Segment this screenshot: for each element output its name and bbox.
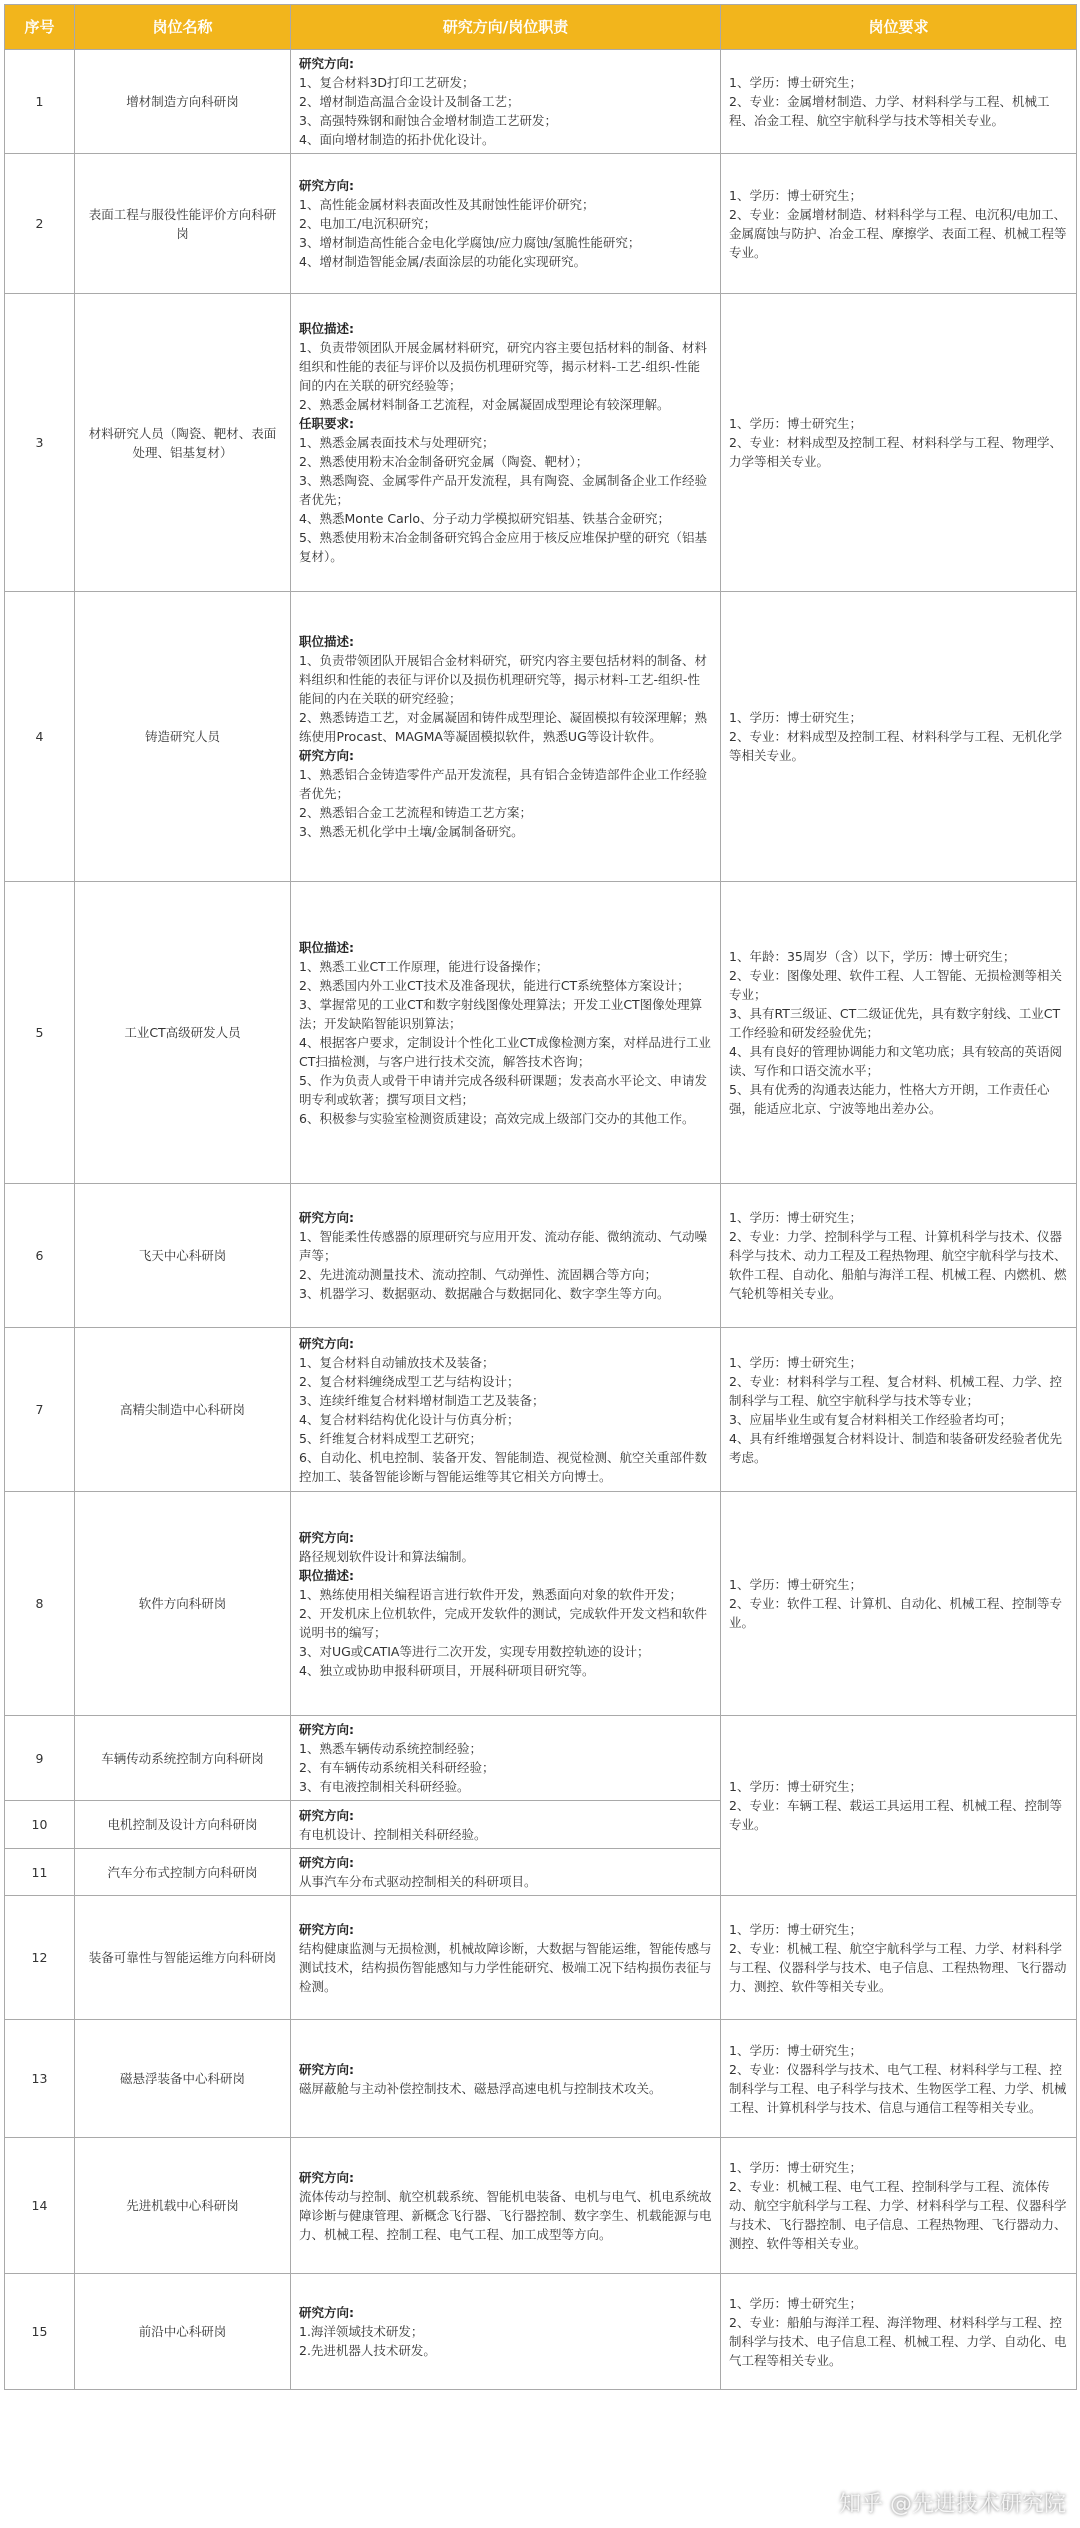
- duty-line: 5、熟悉使用粉末冶金制备研究钨合金应用于核反应堆保护壁的研究（铝基复材）。: [299, 530, 707, 564]
- requirement-line: 2、专业：金属增材制造、力学、材料科学与工程、机械工程、冶金工程、航空宇航科学与技术等相关专业。: [729, 94, 1050, 128]
- duty-line: 1、复合材料自动铺放技术及装备；: [299, 1354, 495, 1370]
- position-title: 磁悬浮装备中心科研岗: [75, 2020, 291, 2138]
- position-requirement: [721, 1492, 1077, 1716]
- position-requirement: [721, 1328, 1077, 1492]
- duty-line: 1、熟悉铝合金铸造零件产品开发流程，具有铝合金铸造部件企业工作经验者优先；: [299, 767, 707, 801]
- duty-label: 研究方向:: [299, 1722, 354, 1737]
- requirement-line: 1、学历：博士研究生；: [729, 2160, 862, 2175]
- position-title: 增材制造方向科研岗: [75, 50, 291, 154]
- duty-line: 2、熟悉国内外工业CT技术及准备现状，能进行CT系统整体方案设计；: [299, 977, 690, 993]
- table-row: [5, 1492, 1077, 1716]
- table-row: [5, 1716, 1077, 1801]
- header-row: [5, 5, 1077, 50]
- row-number: 8: [5, 1492, 75, 1716]
- duty-line: 2、熟悉使用粉末冶金制备研究金属（陶瓷、靶材）；: [299, 454, 589, 469]
- position-duty: [291, 50, 721, 154]
- requirement-line: 4、具有纤维增强复合材料设计、制造和装备研发经验者优先考虑。: [729, 1430, 1062, 1465]
- duty-line: 流体传动与控制、航空机载系统、智能机电装备、电机与电气、机电系统故障诊断与健康管理、新概念飞行器、飞行器控制、数字孪生、机载能源与电力、机械工程、控制工程、电气工程、加工成型等方向。: [299, 2188, 712, 2242]
- requirement-line: 2、专业：材料成型及控制工程、材料科学与工程、物理学、力学等相关专业。: [729, 435, 1062, 469]
- position-requirement: [721, 882, 1077, 1184]
- position-title: 工业CT高级研发人员: [75, 882, 291, 1184]
- duty-line: 3、高强特殊钢和耐蚀合金增材制造工艺研发；: [299, 113, 557, 128]
- header-duty: 研究方向/岗位职责: [291, 5, 721, 50]
- position-duty: [291, 294, 721, 592]
- duty-label: 研究方向:: [299, 2305, 354, 2320]
- row-number: 4: [5, 592, 75, 882]
- requirement-line: 1、学历：博士研究生；: [729, 1354, 862, 1370]
- position-requirement-merged: [721, 1716, 1077, 1896]
- position-title: 电机控制及设计方向科研岗: [75, 1801, 291, 1849]
- duty-label: 研究方向:: [299, 56, 354, 71]
- position-duty: [291, 592, 721, 882]
- duty-line: 2、有车辆传动系统相关科研经验；: [299, 1760, 495, 1775]
- row-number: 9: [5, 1716, 75, 1801]
- table-row: [5, 1328, 1077, 1492]
- duty-line: 4、独立或协助申报科研项目，开展科研项目研究等。: [299, 1662, 595, 1678]
- requirement-line: 2、专业：船舶与海洋工程、海洋物理、材料科学与工程、控制科学与技术、电子信息工程、机械工程、力学、自动化、电气工程等相关专业。: [729, 2314, 1067, 2368]
- duty-line: 2、电加工/电沉积研究；: [299, 216, 437, 231]
- position-title: 先进机载中心科研岗: [75, 2138, 291, 2274]
- duty-line: 5、作为负责人或骨干申请并完成各级科研课题；发表高水平论文、申请发明专利或软著；撰写项目文档；: [299, 1072, 707, 1107]
- duty-line: 磁屏蔽舱与主动补偿控制技术、磁悬浮高速电机与控制技术攻关。: [299, 2080, 662, 2096]
- duty-line: 1、熟悉金属表面技术与处理研究；: [299, 435, 495, 450]
- table-row: [5, 50, 1077, 154]
- requirement-line: 2、专业：机械工程、航空宇航科学与工程、力学、材料科学与工程、仪器科学与技术、电子信息、工程热物理、飞行器动力、测控、软件等相关专业。: [729, 1940, 1067, 1994]
- position-title: 车辆传动系统控制方向科研岗: [75, 1716, 291, 1801]
- position-duty: [291, 2138, 721, 2274]
- position-duty: [291, 154, 721, 294]
- table-row: [5, 1184, 1077, 1328]
- duty-line: 2、复合材料缠绕成型工艺与结构设计；: [299, 1373, 520, 1389]
- requirement-line: 3、应届毕业生或有复合材料相关工作经验者均可；: [729, 1411, 1012, 1427]
- position-duty: [291, 1492, 721, 1716]
- requirement-line: 5、具有优秀的沟通表达能力，性格大方开朗，工作责任心强，能适应北京、宁波等地出差办公。: [729, 1082, 1050, 1116]
- duty-line: 结构健康监测与无损检测，机械故障诊断，大数据与智能运维，智能传感与测试技术，结构损伤智能感知与力学性能研究、极端工况下结构损伤表征与检测。: [299, 1940, 712, 1994]
- position-requirement: [721, 50, 1077, 154]
- duty-label: 职位描述:: [299, 939, 354, 955]
- duty-label: 研究方向:: [299, 178, 354, 193]
- duty-line: 6、积极参与实验室检测资质建设；高效完成上级部门交办的其他工作。: [299, 1110, 695, 1126]
- row-number: 3: [5, 294, 75, 592]
- requirement-line: 2、专业：仪器科学与技术、电气工程、材料科学与工程、控制科学与工程、电子科学与技术、生物医学工程、力学、机械工程、计算机科学与技术、信息与通信工程等相关专业。: [729, 2061, 1067, 2115]
- table-row: [5, 592, 1077, 882]
- duty-line: 3、有电液控制相关科研经验。: [299, 1779, 470, 1794]
- row-number: 7: [5, 1328, 75, 1492]
- position-requirement: [721, 1184, 1077, 1328]
- requirement-line: 1、学历：博士研究生；: [729, 1921, 862, 1937]
- row-number: 13: [5, 2020, 75, 2138]
- requirement-line: 2、专业：软件工程、计算机、自动化、机械工程、控制等专业。: [729, 1596, 1062, 1630]
- duty-line: 4、面向增材制造的拓扑优化设计。: [299, 132, 495, 147]
- duty-line: 4、复合材料结构优化设计与仿真分析；: [299, 1411, 520, 1427]
- duty-label: 研究方向:: [299, 2061, 354, 2077]
- duty-label: 研究方向:: [299, 748, 354, 763]
- duty-label: 研究方向:: [299, 1855, 354, 1870]
- duty-line: 3、掌握常见的工业CT和数字射线图像处理算法；开发工业CT图像处理算法；开发缺陷智能识别算法；: [299, 996, 703, 1031]
- requirement-line: 3、具有RT三级证、CT二级证优先，具有数字射线、工业CT工作经验和研发经验优先；: [729, 1006, 1061, 1040]
- duty-line: 5、纤维复合材料成型工艺研究；: [299, 1430, 482, 1446]
- position-title: 材料研究人员（陶瓷、靶材、表面处理、铝基复材）: [75, 294, 291, 592]
- position-duty: [291, 1716, 721, 1801]
- header-seq: 序号: [5, 5, 75, 50]
- requirement-line: 2、专业：材料科学与工程、复合材料、机械工程、力学、控制科学与工程、航空宇航科学与技术等专业；: [729, 1373, 1062, 1408]
- requirement-line: 2、专业：机械工程、电气工程、控制科学与工程、流体传动、航空宇航科学与工程、力学、材料科学与工程、仪器科学与技术、飞行器控制、电子信息、工程热物理、飞行器动力、测控、软件等相关专业。: [729, 2179, 1067, 2251]
- duty-label: 任职要求:: [299, 416, 354, 431]
- duty-line: 路径规划软件设计和算法编制。: [299, 1548, 475, 1564]
- duty-line: 3、熟悉陶瓷、金属零件产品开发流程，具有陶瓷、金属制备企业工作经验者优先；: [299, 473, 707, 507]
- duty-line: 1、熟悉车辆传动系统控制经验；: [299, 1741, 482, 1756]
- table-body: [5, 50, 1077, 2390]
- duty-line: 2.先进机器人技术研发。: [299, 2343, 436, 2358]
- table-row: [5, 294, 1077, 592]
- position-duty: [291, 1328, 721, 1492]
- requirement-line: 1、学历：博士研究生；: [729, 710, 862, 725]
- position-title: 表面工程与服役性能评价方向科研岗: [75, 154, 291, 294]
- duty-line: 4、增材制造智能金属/表面涂层的功能化实现研究。: [299, 254, 587, 269]
- duty-line: 1、智能柔性传感器的原理研究与应用开发、流动存能、微纳流动、气动噪声等；: [299, 1229, 707, 1263]
- requirement-line: 1、学历：博士研究生；: [729, 1779, 862, 1794]
- position-duty: [291, 1896, 721, 2020]
- row-number: 2: [5, 154, 75, 294]
- position-title: 飞天中心科研岗: [75, 1184, 291, 1328]
- row-number: 12: [5, 1896, 75, 2020]
- job-table: [4, 4, 1077, 2390]
- duty-line: 3、机器学习、数据驱动、数据融合与数据同化、数字孪生等方向。: [299, 1286, 670, 1301]
- position-duty: [291, 1801, 721, 1849]
- requirement-line: 4、具有良好的管理协调能力和文笔功底；具有较高的英语阅读、写作和口语交流水平；: [729, 1044, 1062, 1078]
- duty-line: 2、先进流动测量技术、流动控制、气动弹性、流固耦合等方向；: [299, 1267, 657, 1282]
- table-row: [5, 882, 1077, 1184]
- requirement-line: 2、专业：金属增材制造、材料科学与工程、电沉积/电加工、金属腐蚀与防护、冶金工程、摩擦学、表面工程、机械工程等专业。: [729, 206, 1067, 260]
- position-requirement: [721, 2274, 1077, 2390]
- requirement-line: 2、专业：材料成型及控制工程、材料科学与工程、无机化学等相关专业。: [729, 729, 1062, 763]
- requirement-line: 1、学历：博士研究生；: [729, 75, 862, 90]
- header-requirement: 岗位要求: [721, 5, 1077, 50]
- position-requirement: [721, 592, 1077, 882]
- duty-line: 1、负责带领团队开展金属材料研究，研究内容主要包括材料的制备、材料组织和性能的表征与评价以及损伤机理研究等，揭示材料-工艺-组织-性能间的内在关联的研究经验等；: [299, 340, 707, 393]
- duty-line: 2、开发机床上位机软件，完成开发软件的测试，完成软件开发文档和软件说明书的编写；: [299, 1605, 707, 1640]
- duty-line: 2、熟悉铝合金工艺流程和铸造工艺方案；: [299, 805, 532, 820]
- position-requirement: [721, 154, 1077, 294]
- duty-line: 2、熟悉金属材料制备工艺流程，对金属凝固成型理论有较深理解。: [299, 397, 670, 412]
- duty-line: 2、熟悉铸造工艺，对金属凝固和铸件成型理论、凝固模拟有较深理解；熟练使用Procast、MAGMA等凝固模拟软件，熟悉UG等设计软件。: [299, 710, 707, 744]
- position-title: 汽车分布式控制方向科研岗: [75, 1849, 291, 1896]
- duty-label: 研究方向:: [299, 2169, 354, 2185]
- table-row: [5, 1896, 1077, 2020]
- requirement-line: 1、学历：博士研究生；: [729, 187, 862, 203]
- position-requirement: [721, 2138, 1077, 2274]
- duty-label: 研究方向:: [299, 1529, 354, 1545]
- position-title: 铸造研究人员: [75, 592, 291, 882]
- duty-line: 6、自动化、机电控制、装备开发、智能制造、视觉检测、航空关重部件数控加工、装备智能诊断与智能运维等其它相关方向博士。: [299, 1449, 707, 1484]
- requirement-line: 1、学历：博士研究生；: [729, 2295, 862, 2311]
- duty-line: 1、负责带领团队开展铝合金材料研究，研究内容主要包括材料的制备、材料组织和性能的表征与评价以及损伤机理研究等，揭示材料-工艺-组织-性能间的内在关联的研究经验；: [299, 653, 707, 706]
- duty-label: 研究方向:: [299, 1807, 354, 1823]
- duty-line: 3、对UG或CATIA等进行二次开发，实现专用数控轨迹的设计；: [299, 1643, 650, 1659]
- position-title: 高精尖制造中心科研岗: [75, 1328, 291, 1492]
- duty-line: 3、熟悉无机化学中土壤/金属制备研究。: [299, 824, 524, 839]
- requirement-line: 1、学历：博士研究生；: [729, 1577, 862, 1592]
- duty-label: 研究方向:: [299, 1921, 354, 1937]
- position-duty: [291, 2020, 721, 2138]
- requirement-line: 1、学历：博士研究生；: [729, 2042, 862, 2058]
- position-duty: [291, 1184, 721, 1328]
- row-number: 15: [5, 2274, 75, 2390]
- row-number: 10: [5, 1801, 75, 1849]
- duty-line: 4、熟悉Monte Carlo、分子动力学模拟研究铝基、铁基合金研究；: [299, 511, 671, 526]
- watermark: 知乎 @先进技术研究院: [839, 2492, 1066, 2517]
- position-title: 装备可靠性与智能运维方向科研岗: [75, 1896, 291, 2020]
- duty-line: 1、高性能金属材料表面改性及其耐蚀性能评价研究；: [299, 197, 595, 212]
- duty-line: 1、熟悉工业CT工作原理，能进行设备操作；: [299, 958, 549, 974]
- position-title: 软件方向科研岗: [75, 1492, 291, 1716]
- requirement-line: 2、专业：图像处理、软件工程、人工智能、无损检测等相关专业；: [729, 968, 1062, 1002]
- position-requirement: [721, 2020, 1077, 2138]
- duty-line: 4、根据客户要求，定制设计个性化工业CT成像检测方案，对样品进行工业CT扫描检测，与客户进行技术交流，解答技术咨询；: [299, 1034, 711, 1069]
- row-number: 14: [5, 2138, 75, 2274]
- table-row: [5, 154, 1077, 294]
- row-number: 5: [5, 882, 75, 1184]
- duty-line: 1.海洋领域技术研发；: [299, 2324, 424, 2339]
- header-title: 岗位名称: [75, 5, 291, 50]
- duty-line: 1、熟练使用相关编程语言进行软件开发，熟悉面向对象的软件开发；: [299, 1586, 682, 1602]
- requirement-line: 1、年龄：35周岁（含）以下，学历：博士研究生；: [729, 949, 1016, 964]
- table-row: [5, 2020, 1077, 2138]
- duty-label: 研究方向:: [299, 1210, 354, 1225]
- position-requirement: [721, 1896, 1077, 2020]
- requirement-line: 2、专业：力学、控制科学与工程、计算机科学与技术、仪器科学与技术、动力工程及工程热物理、航空宇航科学与技术、软件工程、自动化、船舶与海洋工程、机械工程、内燃机、燃气轮机等相关专业。: [729, 1229, 1067, 1301]
- duty-line: 2、增材制造高温合金设计及制备工艺；: [299, 94, 520, 109]
- duty-label: 职位描述:: [299, 634, 354, 649]
- position-duty: [291, 882, 721, 1184]
- position-duty: [291, 1849, 721, 1896]
- row-number: 11: [5, 1849, 75, 1896]
- position-duty: [291, 2274, 721, 2390]
- duty-line: 从事汽车分布式驱动控制相关的科研项目。: [299, 1874, 537, 1889]
- table-row: [5, 2274, 1077, 2390]
- requirement-line: 2、专业：车辆工程、载运工具运用工程、机械工程、控制等专业。: [729, 1798, 1062, 1832]
- duty-label: 职位描述:: [299, 321, 354, 336]
- position-requirement: [721, 294, 1077, 592]
- duty-label: 职位描述:: [299, 1567, 354, 1583]
- table-row: [5, 2138, 1077, 2274]
- row-number: 1: [5, 50, 75, 154]
- duty-line: 有电机设计、控制相关科研经验。: [299, 1826, 487, 1842]
- requirement-line: 1、学历：博士研究生；: [729, 1210, 862, 1225]
- position-title: 前沿中心科研岗: [75, 2274, 291, 2390]
- duty-line: 3、连续纤维复合材料增材制造工艺及装备；: [299, 1392, 545, 1408]
- duty-line: 3、增材制造高性能合金电化学腐蚀/应力腐蚀/氢脆性能研究；: [299, 235, 641, 250]
- duty-label: 研究方向:: [299, 1335, 354, 1351]
- requirement-line: 1、学历：博士研究生；: [729, 416, 862, 431]
- duty-line: 1、复合材料3D打印工艺研发；: [299, 75, 475, 90]
- row-number: 6: [5, 1184, 75, 1328]
